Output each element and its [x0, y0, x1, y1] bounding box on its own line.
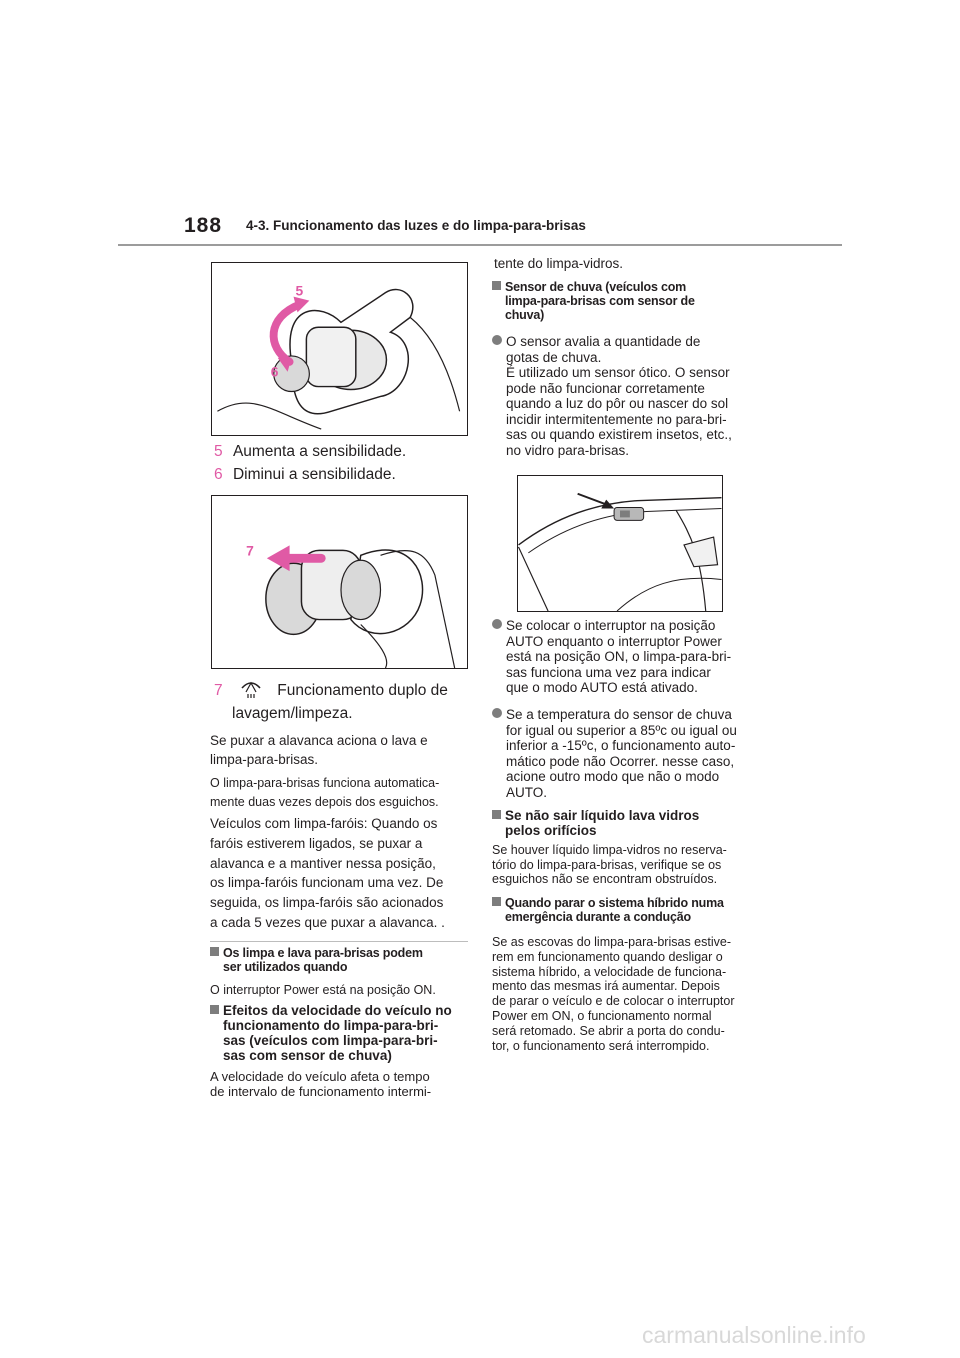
- bullet-sensor-evaluates: O sensor avalia a quantidade de gotas de chuva. É utilizado um sensor ótico. O sensor pode não funcionar corretamente quando a luz do pôr ou nascer do sol incidir intermitentemente no para-bri- sas ou quando existirem insetos, etc., no vidro para-brisas.: [492, 334, 758, 458]
- lever-pull-figure: [211, 495, 468, 669]
- item-5-text: Aumenta a sensibilidade.: [232, 443, 407, 460]
- body-when-usable: O interruptor Power está na posição ON.: [210, 983, 436, 997]
- heading-no-fluid: Se não sair líquido lava vidros pelos orifícios: [492, 808, 758, 838]
- heading-when-usable: Os limpa e lava para-brisas podem ser utilizados quando: [210, 946, 472, 974]
- bullet-auto-position: Se colocar o interruptor na posição AUTO enquanto o interruptor Power está na posição ON, o limpa-para-bri- sas funciona uma vez para indicar que o modo AUTO está ativado.: [492, 618, 758, 696]
- windshield-illustration: [518, 476, 722, 611]
- item-6-number: 6: [214, 466, 223, 483]
- round-bullet-icon: [492, 708, 502, 718]
- fig1-label-minus: 6: [270, 363, 279, 380]
- item-6: [214, 465, 396, 485]
- lever-sensitivity-figure: [211, 262, 468, 436]
- body-speed-effects: A velocidade do veículo afeta o tempo de intervalo de funcionamento intermi-: [210, 1069, 432, 1099]
- square-bullet-icon: [210, 1005, 219, 1014]
- para-pull-lever: Se puxar a alavanca aciona o lava e limpa-para-brisas.: [210, 733, 428, 767]
- square-bullet-icon: [492, 281, 501, 290]
- rain-sensor-figure: [517, 475, 723, 612]
- fig1-label-plus: 5: [295, 282, 304, 299]
- item-7-number: 7: [214, 682, 223, 699]
- square-bullet-icon: [492, 810, 501, 819]
- heading-rain-sensor: Sensor de chuva (veículos com limpa-para-brisas com sensor de chuva): [492, 280, 758, 322]
- continued-text: tente do limpa-vidros.: [494, 256, 624, 271]
- body-no-fluid: Se houver líquido limpa-vidros no reserva- tório do limpa-para-brisas, verifique se os esguichos não se encontram obstruídos.: [492, 843, 727, 886]
- item-7-line2: lavagem/limpeza.: [232, 705, 353, 722]
- lever-sensitivity-illustration: [212, 263, 467, 435]
- item-5-number: 5: [214, 443, 223, 460]
- heading-emergency-stop: Quando parar o sistema híbrido numa emergência durante a condução: [492, 896, 758, 924]
- column-divider: [210, 941, 468, 942]
- item-7: [214, 679, 474, 724]
- item-7-line1: Funcionamento duplo de: [277, 682, 448, 699]
- body-emergency-stop: Se as escovas do limpa-para-brisas estive- rem em funcionamento quando desligar o sistema híbrido, a velocidade de funciona- mento das mesmas irá aumentar. Depois de parar o veículo e de colocar o interruptor Power em ON, o funcionamento normal será retomado. Se abrir a porta do condu- tor, o funcionamento será interrompido.: [492, 935, 735, 1053]
- page-number: 188: [184, 214, 223, 237]
- washer-icon: [239, 679, 263, 699]
- round-bullet-icon: [492, 619, 502, 629]
- para-auto-twice: O limpa-para-brisas funciona automatica- mente duas vezes depois dos esguichos.: [210, 776, 440, 809]
- square-bullet-icon: [210, 947, 219, 956]
- watermark: carmanualsonline.info: [642, 1322, 866, 1348]
- para-headlamp-cleaners: Veículos com limpa-faróis: Quando os faróis estiverem ligados, se puxar a alavanca e a mantiver nessa posição, os limpa-faróis funcionam uma vez. De seguida, os limpa-faróis são acionados a cada 5 vezes que puxar a alavanca. .: [210, 816, 445, 930]
- lever-pull-illustration: [212, 496, 467, 668]
- section-title: 4-3. Funcionamento das luzes e do limpa-para-brisas: [246, 218, 586, 233]
- heading-speed-effects: Efeitos da velocidade do veículo no funcionamento do limpa-para-bri- sas (veículos com limpa-para-bri- sas com sensor de chuva): [210, 1003, 472, 1063]
- item-5: [214, 442, 406, 462]
- square-bullet-icon: [492, 897, 501, 906]
- bullet-temperature: Se a temperatura do sensor de chuva for igual ou superior a 85ºc ou igual ou inferior a -15ºc, o funcionamento auto- mático pode não Ocorrer. nesse caso, acione outro modo que não o modo AUTO.: [492, 707, 758, 800]
- fig2-label: 7: [246, 542, 254, 559]
- header-rule: [118, 244, 842, 246]
- round-bullet-icon: [492, 335, 502, 345]
- item-6-text: Diminui a sensibilidade.: [232, 466, 396, 483]
